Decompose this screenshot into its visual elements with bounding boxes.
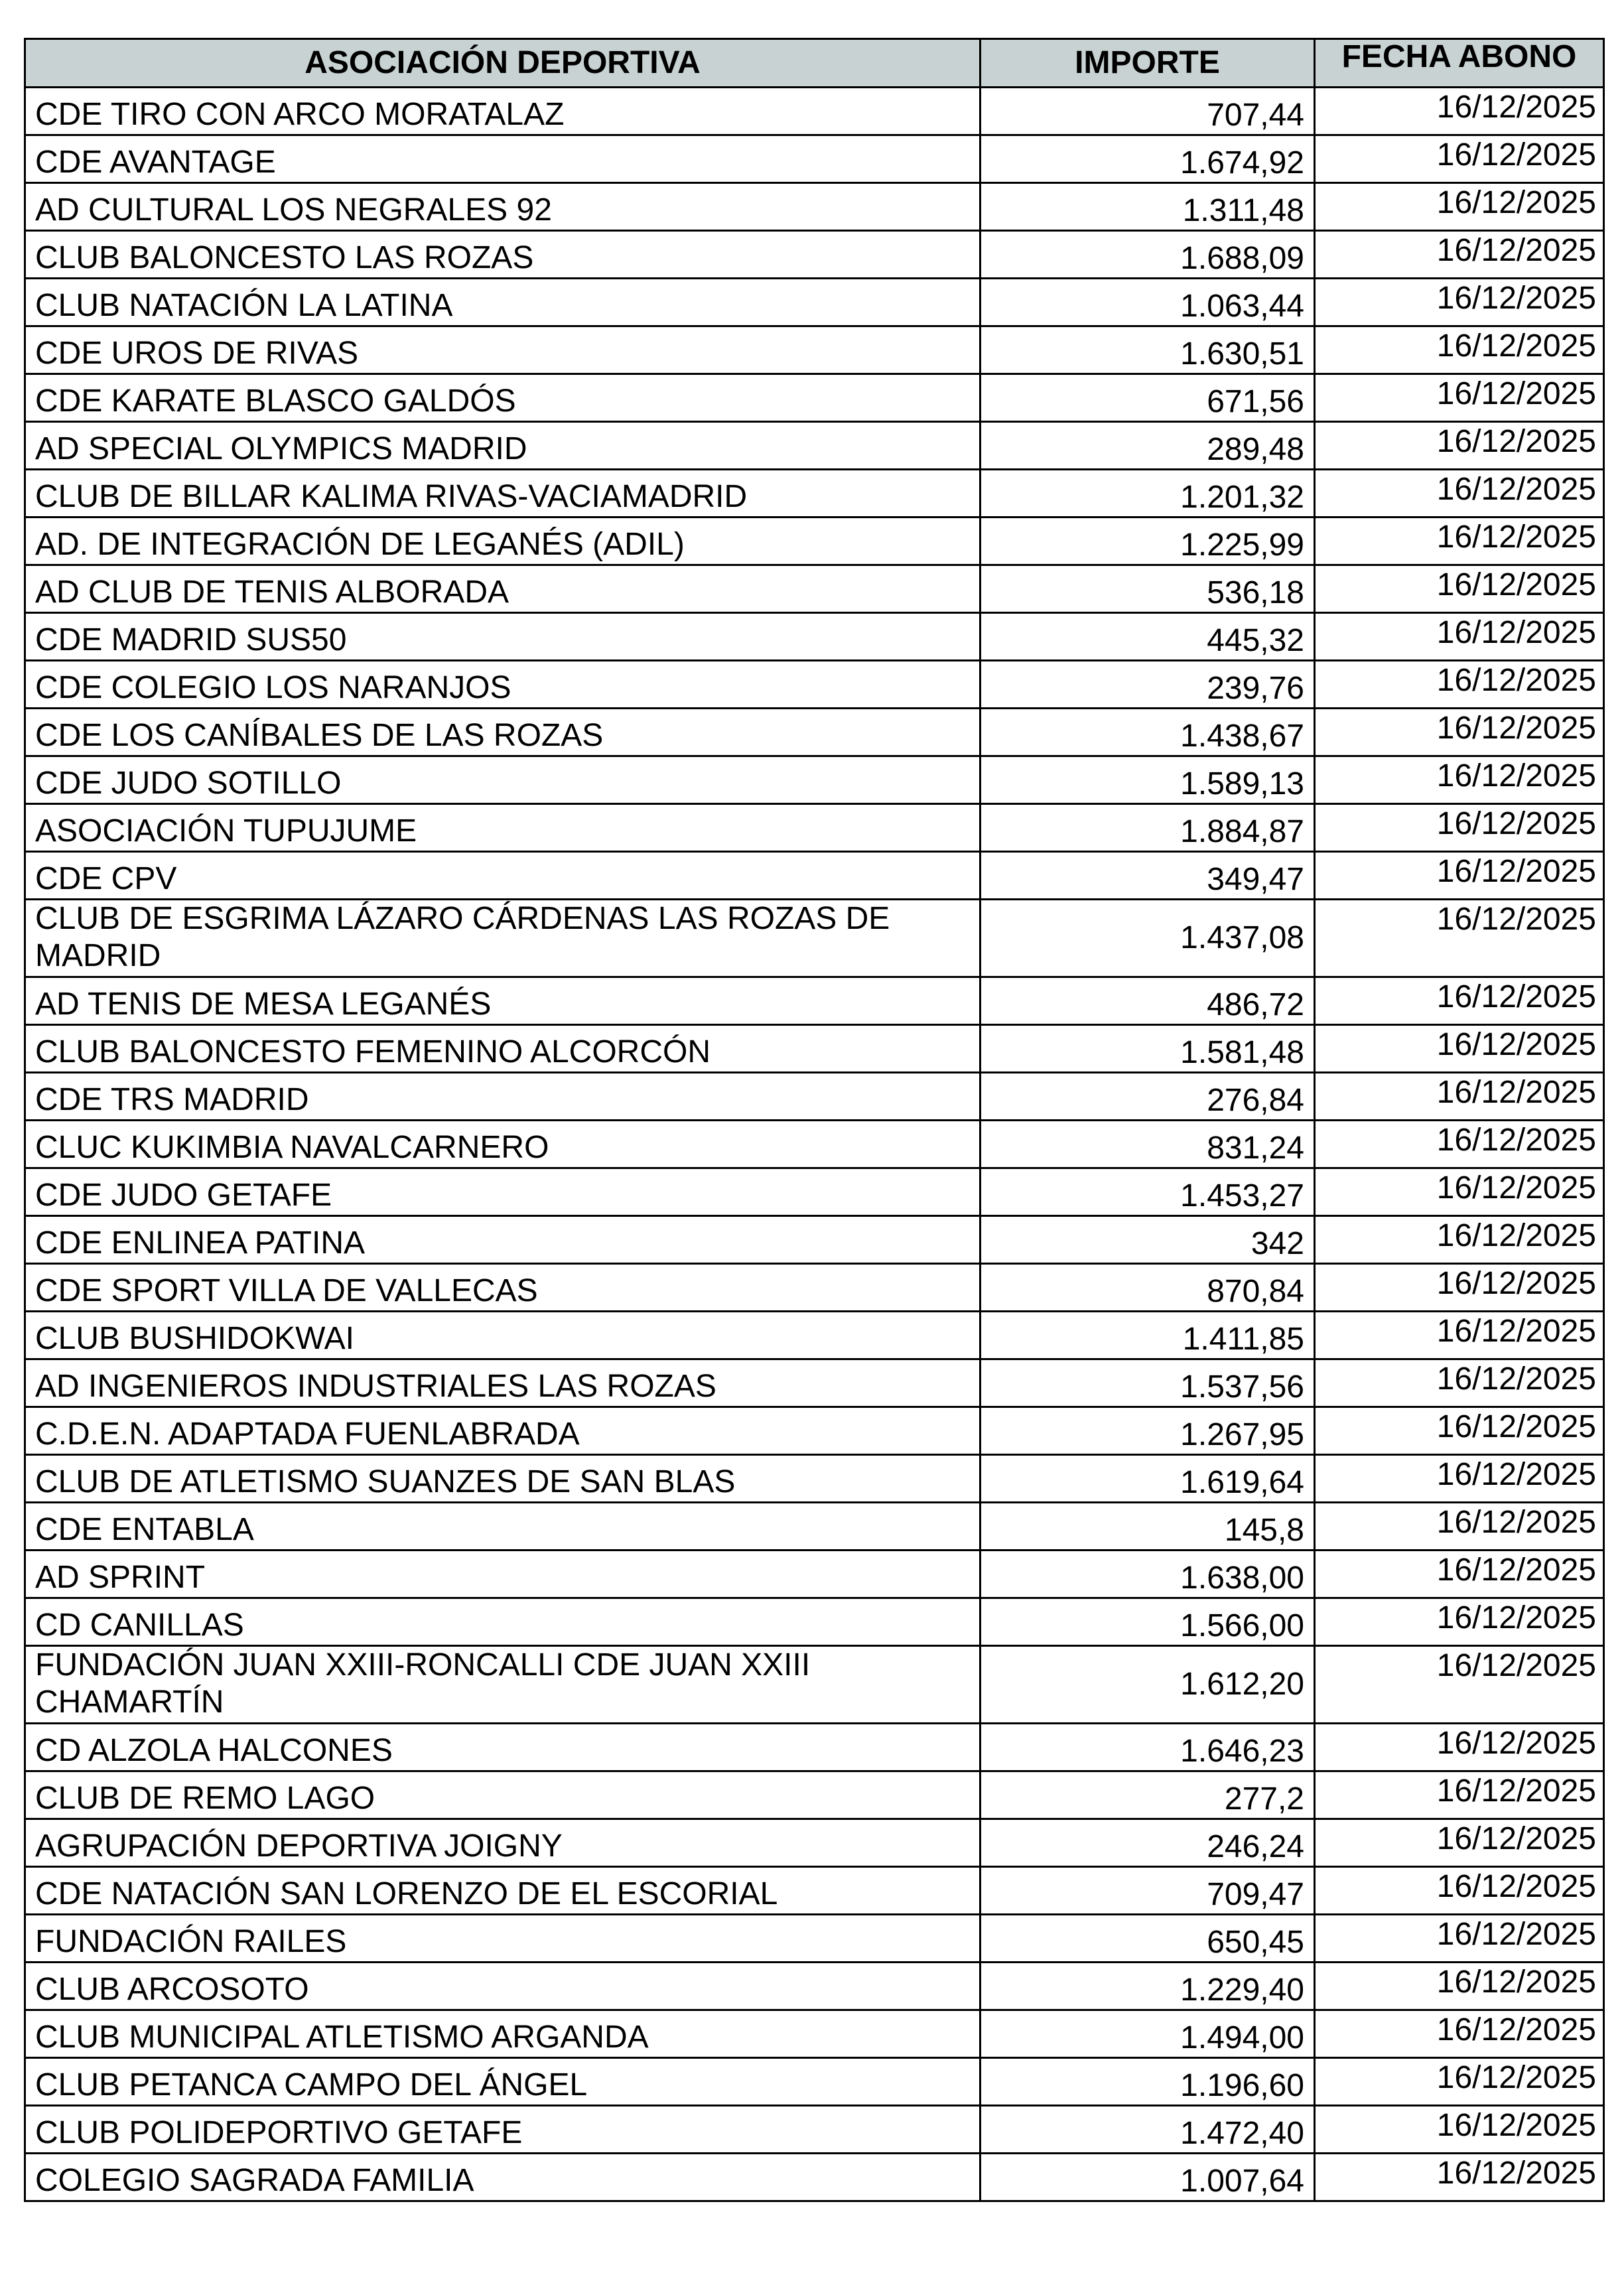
association-name-cell: AD SPRINT [25,1551,981,1598]
payment-date-cell: 16/12/2025 [1315,1867,1604,1915]
association-name-cell: CDE COLEGIO LOS NARANJOS [25,661,981,709]
payment-date-cell: 16/12/2025 [1315,1915,1604,1963]
table-row [25,804,1604,852]
association-name-cell: CLUB MUNICIPAL ATLETISMO ARGANDA [25,2010,981,2058]
payment-date-cell: 16/12/2025 [1315,1455,1604,1503]
payment-date-cell: 16/12/2025 [1315,518,1604,565]
payment-date-cell: 16/12/2025 [1315,1724,1604,1771]
table-row [25,1121,1604,1168]
amount-cell: 486,72 [981,977,1315,1025]
amount-cell: 289,48 [981,422,1315,470]
payment-date-cell: 16/12/2025 [1315,2010,1604,2058]
table-row [25,900,1604,977]
payment-date-cell: 16/12/2025 [1315,1646,1604,1724]
table-row [25,88,1604,135]
amount-cell: 536,18 [981,565,1315,613]
payment-date-cell: 16/12/2025 [1315,1216,1604,1264]
payment-date-cell: 16/12/2025 [1315,88,1604,135]
table-row [25,2154,1604,2201]
table-row [25,1359,1604,1407]
amount-cell: 445,32 [981,613,1315,661]
association-name-cell: CLUB POLIDEPORTIVO GETAFE [25,2106,981,2154]
association-name-cell: CLUB ARCOSOTO [25,1963,981,2010]
association-name-cell: AD CLUB DE TENIS ALBORADA [25,565,981,613]
payment-date-cell: 16/12/2025 [1315,977,1604,1025]
table-row [25,1819,1604,1867]
amount-cell: 1.630,51 [981,326,1315,374]
table-row [25,1867,1604,1915]
payment-date-cell: 16/12/2025 [1315,1771,1604,1819]
table-row [25,422,1604,470]
amount-cell: 671,56 [981,374,1315,422]
payment-date-cell: 16/12/2025 [1315,1168,1604,1216]
amount-cell: 1.472,40 [981,2106,1315,2154]
table-row [25,1073,1604,1121]
payment-date-cell: 16/12/2025 [1315,279,1604,326]
table-row [25,2058,1604,2106]
association-name-cell: CDE TRS MADRID [25,1073,981,1121]
association-name-cell: CLUB DE ATLETISMO SUANZES DE SAN BLAS [25,1455,981,1503]
table-row [25,1407,1604,1455]
association-name-cell: AGRUPACIÓN DEPORTIVA JOIGNY [25,1819,981,1867]
association-name-cell: CLUB DE ESGRIMA LÁZARO CÁRDENAS LAS ROZAS DE MADRID [25,900,981,977]
table-row [25,565,1604,613]
amount-cell: 1.007,64 [981,2154,1315,2201]
table-row [25,374,1604,422]
payment-date-cell: 16/12/2025 [1315,1264,1604,1312]
payment-date-cell: 16/12/2025 [1315,1359,1604,1407]
payment-date-cell: 16/12/2025 [1315,852,1604,900]
amount-cell: 707,44 [981,88,1315,135]
payment-date-cell: 16/12/2025 [1315,183,1604,231]
table-row [25,326,1604,374]
payment-date-cell: 16/12/2025 [1315,470,1604,518]
association-name-cell: CDE ENTABLA [25,1503,981,1551]
amount-cell: 349,47 [981,852,1315,900]
table-row [25,518,1604,565]
association-name-cell: AD TENIS DE MESA LEGANÉS [25,977,981,1025]
amount-cell: 1.884,87 [981,804,1315,852]
association-name-cell: CLUB BUSHIDOKWAI [25,1312,981,1359]
amount-cell: 831,24 [981,1121,1315,1168]
association-name-cell: AD CULTURAL LOS NEGRALES 92 [25,183,981,231]
association-name-cell: CLUB BALONCESTO FEMENINO ALCORCÓN [25,1025,981,1073]
association-name-cell: ASOCIACIÓN TUPUJUME [25,804,981,852]
amount-cell: 1.566,00 [981,1598,1315,1646]
amount-cell: 1.229,40 [981,1963,1315,2010]
amount-cell: 1.581,48 [981,1025,1315,1073]
payment-date-cell: 16/12/2025 [1315,1598,1604,1646]
association-name-cell: AD INGENIEROS INDUSTRIALES LAS ROZAS [25,1359,981,1407]
association-name-cell: CDE NATACIÓN SAN LORENZO DE EL ESCORIAL [25,1867,981,1915]
amount-cell: 870,84 [981,1264,1315,1312]
payment-date-cell: 16/12/2025 [1315,231,1604,279]
association-name-cell: FUNDACIÓN JUAN XXIII-RONCALLI CDE JUAN XXIII CHAMARTÍN [25,1646,981,1724]
association-name-cell: CDE KARATE BLASCO GALDÓS [25,374,981,422]
amount-cell: 709,47 [981,1867,1315,1915]
association-name-cell: CDE JUDO SOTILLO [25,756,981,804]
payment-date-cell: 16/12/2025 [1315,756,1604,804]
amount-cell: 1.196,60 [981,2058,1315,2106]
amount-cell: 239,76 [981,661,1315,709]
amount-cell: 1.311,48 [981,183,1315,231]
table-row [25,1724,1604,1771]
payment-date-cell: 16/12/2025 [1315,374,1604,422]
payment-date-cell: 16/12/2025 [1315,613,1604,661]
association-name-cell: AD SPECIAL OLYMPICS MADRID [25,422,981,470]
table-row [25,756,1604,804]
payment-date-cell: 16/12/2025 [1315,2058,1604,2106]
association-name-cell: CDE ENLINEA PATINA [25,1216,981,1264]
amount-cell: 1.638,00 [981,1551,1315,1598]
table-row [25,1168,1604,1216]
association-name-cell: FUNDACIÓN RAILES [25,1915,981,1963]
payment-date-cell: 16/12/2025 [1315,1025,1604,1073]
payment-date-cell: 16/12/2025 [1315,1963,1604,2010]
amount-cell: 1.225,99 [981,518,1315,565]
amount-cell: 1.267,95 [981,1407,1315,1455]
association-name-cell: COLEGIO SAGRADA FAMILIA [25,2154,981,2201]
amount-cell: 342 [981,1216,1315,1264]
association-name-cell: CDE CPV [25,852,981,900]
payment-date-cell: 16/12/2025 [1315,709,1604,756]
payment-date-cell: 16/12/2025 [1315,1073,1604,1121]
payment-date-cell: 16/12/2025 [1315,2106,1604,2154]
amount-cell: 1.612,20 [981,1646,1315,1724]
association-name-cell: CDE SPORT VILLA DE VALLECAS [25,1264,981,1312]
amount-cell: 1.646,23 [981,1724,1315,1771]
amount-cell: 1.494,00 [981,2010,1315,2058]
association-name-cell: CLUC KUKIMBIA NAVALCARNERO [25,1121,981,1168]
payment-date-cell: 16/12/2025 [1315,1503,1604,1551]
table-row [25,1771,1604,1819]
amount-cell: 1.201,32 [981,470,1315,518]
table-row [25,2010,1604,2058]
association-name-cell: CD CANILLAS [25,1598,981,1646]
association-name-cell: CDE LOS CANÍBALES DE LAS ROZAS [25,709,981,756]
amount-cell: 277,2 [981,1771,1315,1819]
table-row [25,470,1604,518]
table-row [25,1455,1604,1503]
amount-cell: 1.589,13 [981,756,1315,804]
payment-date-cell: 16/12/2025 [1315,900,1604,977]
column-header-amount: IMPORTE [981,39,1315,88]
table-header-row [25,39,1604,88]
amount-cell: 650,45 [981,1915,1315,1963]
column-header-payment-date: FECHA ABONO [1315,39,1604,88]
amount-cell: 1.411,85 [981,1312,1315,1359]
payments-table [24,38,1605,2202]
association-name-cell: CDE AVANTAGE [25,135,981,183]
amount-cell: 1.537,56 [981,1359,1315,1407]
table-row [25,852,1604,900]
table-row [25,1551,1604,1598]
payment-date-cell: 16/12/2025 [1315,1121,1604,1168]
table-row [25,135,1604,183]
table-row [25,1598,1604,1646]
table-row [25,2106,1604,2154]
amount-cell: 1.438,67 [981,709,1315,756]
table-row [25,1216,1604,1264]
payment-date-cell: 16/12/2025 [1315,422,1604,470]
table-row [25,231,1604,279]
table-row [25,279,1604,326]
amount-cell: 145,8 [981,1503,1315,1551]
association-name-cell: CLUB PETANCA CAMPO DEL ÁNGEL [25,2058,981,2106]
table-row [25,1312,1604,1359]
association-name-cell: CDE JUDO GETAFE [25,1168,981,1216]
association-name-cell: CDE UROS DE RIVAS [25,326,981,374]
table-body [25,88,1604,2201]
payment-date-cell: 16/12/2025 [1315,1407,1604,1455]
table-row [25,1503,1604,1551]
association-name-cell: CLUB DE BILLAR KALIMA RIVAS-VACIAMADRID [25,470,981,518]
payment-date-cell: 16/12/2025 [1315,804,1604,852]
amount-cell: 1.437,08 [981,900,1315,977]
table-row [25,1963,1604,2010]
association-name-cell: CLUB BALONCESTO LAS ROZAS [25,231,981,279]
table-row [25,661,1604,709]
payment-date-cell: 16/12/2025 [1315,565,1604,613]
table-row [25,1025,1604,1073]
association-name-cell: CLUB NATACIÓN LA LATINA [25,279,981,326]
amount-cell: 1.619,64 [981,1455,1315,1503]
association-name-cell: CDE TIRO CON ARCO MORATALAZ [25,88,981,135]
amount-cell: 1.453,27 [981,1168,1315,1216]
association-name-cell: CD ALZOLA HALCONES [25,1724,981,1771]
table-row [25,1646,1604,1724]
amount-cell: 1.063,44 [981,279,1315,326]
payment-date-cell: 16/12/2025 [1315,661,1604,709]
payment-date-cell: 16/12/2025 [1315,326,1604,374]
table-row [25,709,1604,756]
payment-date-cell: 16/12/2025 [1315,2154,1604,2201]
table-row [25,1915,1604,1963]
table-row [25,183,1604,231]
amount-cell: 1.688,09 [981,231,1315,279]
association-name-cell: AD. DE INTEGRACIÓN DE LEGANÉS (ADIL) [25,518,981,565]
association-name-cell: CDE MADRID SUS50 [25,613,981,661]
table-row [25,1264,1604,1312]
payment-date-cell: 16/12/2025 [1315,1819,1604,1867]
amount-cell: 276,84 [981,1073,1315,1121]
association-name-cell: CLUB DE REMO LAGO [25,1771,981,1819]
table-row [25,613,1604,661]
table-row [25,977,1604,1025]
payment-date-cell: 16/12/2025 [1315,1551,1604,1598]
association-name-cell: C.D.E.N. ADAPTADA FUENLABRADA [25,1407,981,1455]
payment-date-cell: 16/12/2025 [1315,135,1604,183]
column-header-association: ASOCIACIÓN DEPORTIVA [25,39,981,88]
payment-date-cell: 16/12/2025 [1315,1312,1604,1359]
amount-cell: 1.674,92 [981,135,1315,183]
amount-cell: 246,24 [981,1819,1315,1867]
